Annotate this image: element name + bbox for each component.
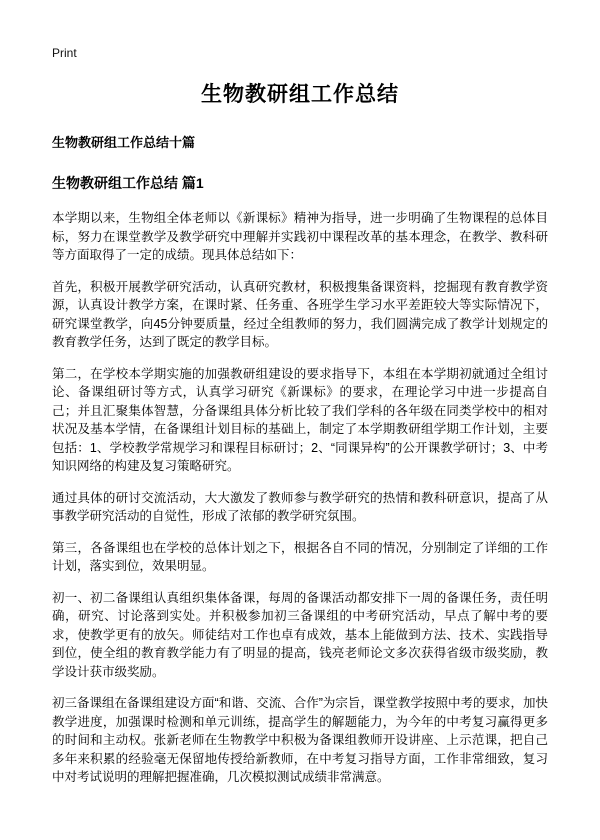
paragraph-1: 本学期以来，生物组全体老师以《新课标》精神为指导，进一步明确了生物课程的总体目标，努力在课堂教学及教学研究中理解并实践初中课程改革的基本理念，在教学、教科研等方面取得了一定的成绩。现具体总结如下： <box>52 211 548 262</box>
paragraph-4: 通过具体的研讨交流活动，大大激发了教师参与教学研究的热情和教科研意识，提高了从事教学研究活动的自觉性，形成了浓郁的教学研究氛围。 <box>52 490 548 523</box>
paragraph-6: 初一、初二备课组认真组织集体备课，每周的备课活动都安排下一周的备课任务，责任明确，研究、讨论落到实处。并积极参加初三备课组的中考研究活动，早点了解中考的要求，使教学更有的放矢。师徒结对工作也卓有成效，基本上能做到方法、技术、实践指导到位，使全组的教育教学能力有了明显的提高，钱亮老师论文多次获得省级市级奖励，教学设计获市级奖励。 <box>52 590 548 679</box>
section-heading: 生物教研组工作总结 篇1 <box>52 175 204 191</box>
document-body <box>52 209 548 787</box>
page-title: 生物教研组工作总结 <box>201 83 399 106</box>
paragraph-7: 初三备课组在备课组建设方面“和谐、交流、合作”为宗旨，课堂教学按照中考的要求，加快教学进度，加强课时检测和单元训练，提高学生的解题能力，为今年的中考复习赢得更多的时间和主动权。张新老师在生物教学中积极为备课组教师开设讲座、上示范课，把自己多年来积累的经验毫无保留地传授给新教师，在中考复习指导方面，工作非常细致，复习中对考试说明的理解把握准确，几次模拟测试成绩非常满意。 <box>52 696 548 784</box>
paragraph-5: 第三，各备课组也在学校的总体计划之下，根据各自不同的情况，分别制定了详细的工作计划，落实到位，效果明显。 <box>52 540 548 573</box>
paragraph-2: 首先，积极开展教学研究活动，认真研究教材，积极搜集备课资料，挖掘现有教育教学资源，认真设计教学方案，在课时紧、任务重、各班学生学习水平差距较大等实际情况下，研究课堂教学，向45分钟要质量，经过全组教师的努力，我们圆满完成了教学计划规定的教育教学任务，达到了既定的教学目标。 <box>52 279 548 349</box>
doc-subtitle: 生物教研组工作总结十篇 <box>52 135 196 150</box>
print-button[interactable]: Print <box>52 46 77 60</box>
paragraph-3: 第二，在学校本学期实施的加强教研组建设的要求指导下，本组在本学期初就通过全组讨论、备课组研讨等方式，认真学习研究《新课标》的要求，在理论学习中进一步提高自己；并且汇聚集体智慧，分备课组具体分析比较了我们学科的各年级在同类学校中的相对状况及基本学情，在备课组计划目标的基础上，制定了本学期教研组学期工作计划，主要包括：1、学校教学常规学习和课程目标研讨；2、“同课异构”的公开课教学研讨；3、中考知识网络的构建及复习策略研究。 <box>52 366 548 473</box>
